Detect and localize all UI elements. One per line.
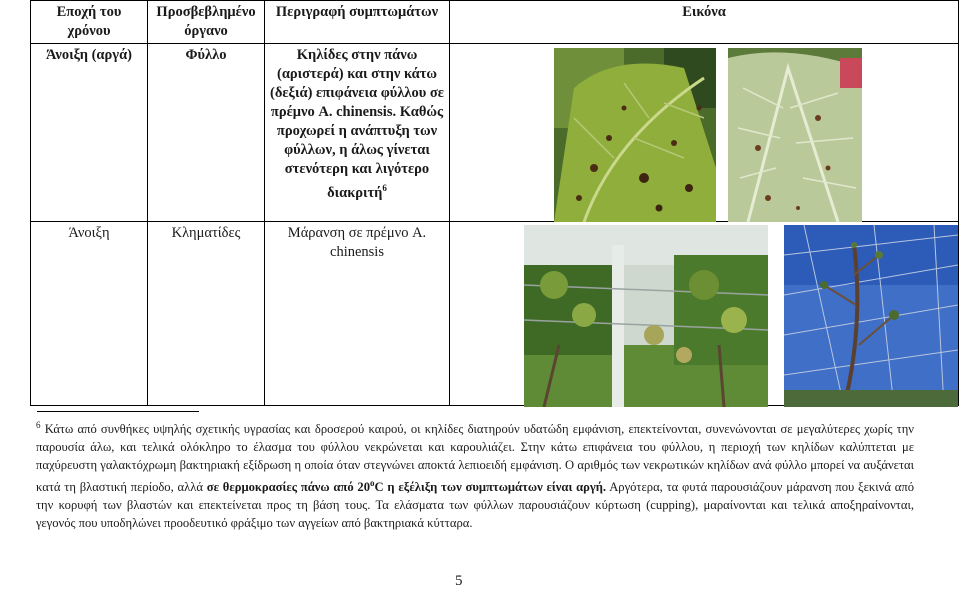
vine-shoots-net-photo xyxy=(784,225,958,407)
symptoms-table xyxy=(30,0,959,406)
header-description: Περιγραφή συμπτωμάτων xyxy=(265,1,450,44)
description-text: Κηλίδες στην πάνω (αριστερά) και στην κάτω (δεξιά) επιφάνεια φύλλου σε πρέμνο A. chinensis. Καθώς προχωρεί η ανάπτυξη των φύλλων, η άλως γίνεται στενότερη και λιγότερο διακριτή xyxy=(269,47,445,201)
degree-symbol: ο xyxy=(370,478,375,489)
header-season: Εποχή του χρόνου xyxy=(31,1,148,44)
leaf-lower-spots-photo xyxy=(728,48,862,222)
footnote-ref: 6 xyxy=(382,183,387,193)
footnote-text-1: Κάτω από συνθήκες υψηλής σχετικής υγρασίας και δροσερού καιρού, οι κηλίδες διατηρούν υδατώδη εμφάνιση, επεκτείνονται, συνενώνονται σε μεγαλύτερες χωρίς την παρουσία άλω, και τελικά ολόκληρο το έλασμα του φύλλου νεκρώνεται και καρουλιάζει. Στην κάτω επιφάνεια του φύλλου, η περιοχή των κηλίδων καλύπτεται με παχύρευστη γαλακτόχρωμη βακτηριακή εξίδρωση η οποία όταν στεγνώνει αποκτά λεπιοειδή εμφάνιση. Ο αριθμός των νεκρωτικών κηλίδων ανά φύλλο μπορεί να αυξάνεται κατά τη βλαστική περίοδο, αλλά xyxy=(36,422,914,495)
footnote-bold-2: C η εξέλιξη των συμπτωμάτων είναι αργή. xyxy=(374,480,607,495)
wilted-vines-photo xyxy=(524,225,768,407)
leaf-upper-spots-photo xyxy=(554,48,716,222)
cell-season: Άνοιξη (αργά) xyxy=(31,44,148,222)
cell-season: Άνοιξη xyxy=(31,222,148,406)
footnote xyxy=(36,416,914,532)
cell-organ: Κληματίδες xyxy=(148,222,265,406)
header-image: Εικόνα xyxy=(450,1,959,44)
cell-description xyxy=(265,44,450,222)
page-number: 5 xyxy=(455,573,463,589)
cell-organ: Φύλλο xyxy=(148,44,265,222)
header-organ: Προσβεβλημένο όργανο xyxy=(148,1,265,44)
footnote-bold-1: σε θερμοκρασίες πάνω από 20 xyxy=(206,480,371,495)
footnote-text-2: Αργότερα, τα φυτά παρουσιάζουν μάρανση που ξεκινά από την κορυφή των βλαστών και επεκτείνεται προς τη βάση τους. Τα ελάσματα των φύλλων παρουσιάζουν κύρτωση (cupping), μαραίνονται και τελικά αποξηραίνονται, γεγονός που υποδηλώνει προοδευτικό φράξιμο των αγγείων από βακτηριακά κύτταρα. xyxy=(36,480,914,531)
footnote-separator xyxy=(37,411,199,412)
table-row xyxy=(31,222,959,406)
cell-images xyxy=(450,222,959,406)
cell-images xyxy=(450,44,959,222)
footnote-number: 6 xyxy=(36,420,41,430)
table-row xyxy=(31,44,959,222)
cell-description: Μάρανση σε πρέμνο A. chinensis xyxy=(265,222,450,406)
